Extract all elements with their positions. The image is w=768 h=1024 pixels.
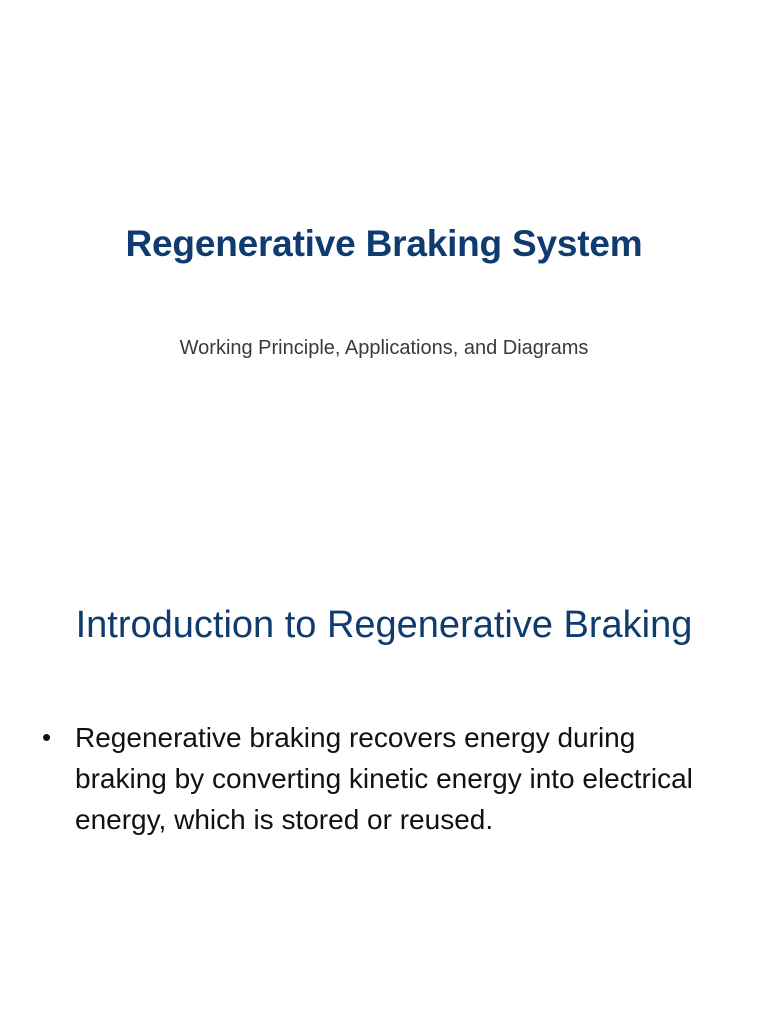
- content-slide: [0, 512, 768, 1024]
- bullet-item: [42, 717, 722, 840]
- slide-heading: Introduction to Regenerative Braking: [75, 604, 693, 646]
- slide-title: Regenerative Braking System: [125, 223, 643, 264]
- bullet-text: Regenerative braking recovers energy during braking by converting kinetic energy into electrical energy, which is stored or reused.: [75, 722, 693, 835]
- slide-subtitle: Working Principle, Applications, and Diagrams: [179, 337, 589, 359]
- bullet-point-icon: •: [42, 722, 52, 752]
- bullet-list: [42, 717, 722, 840]
